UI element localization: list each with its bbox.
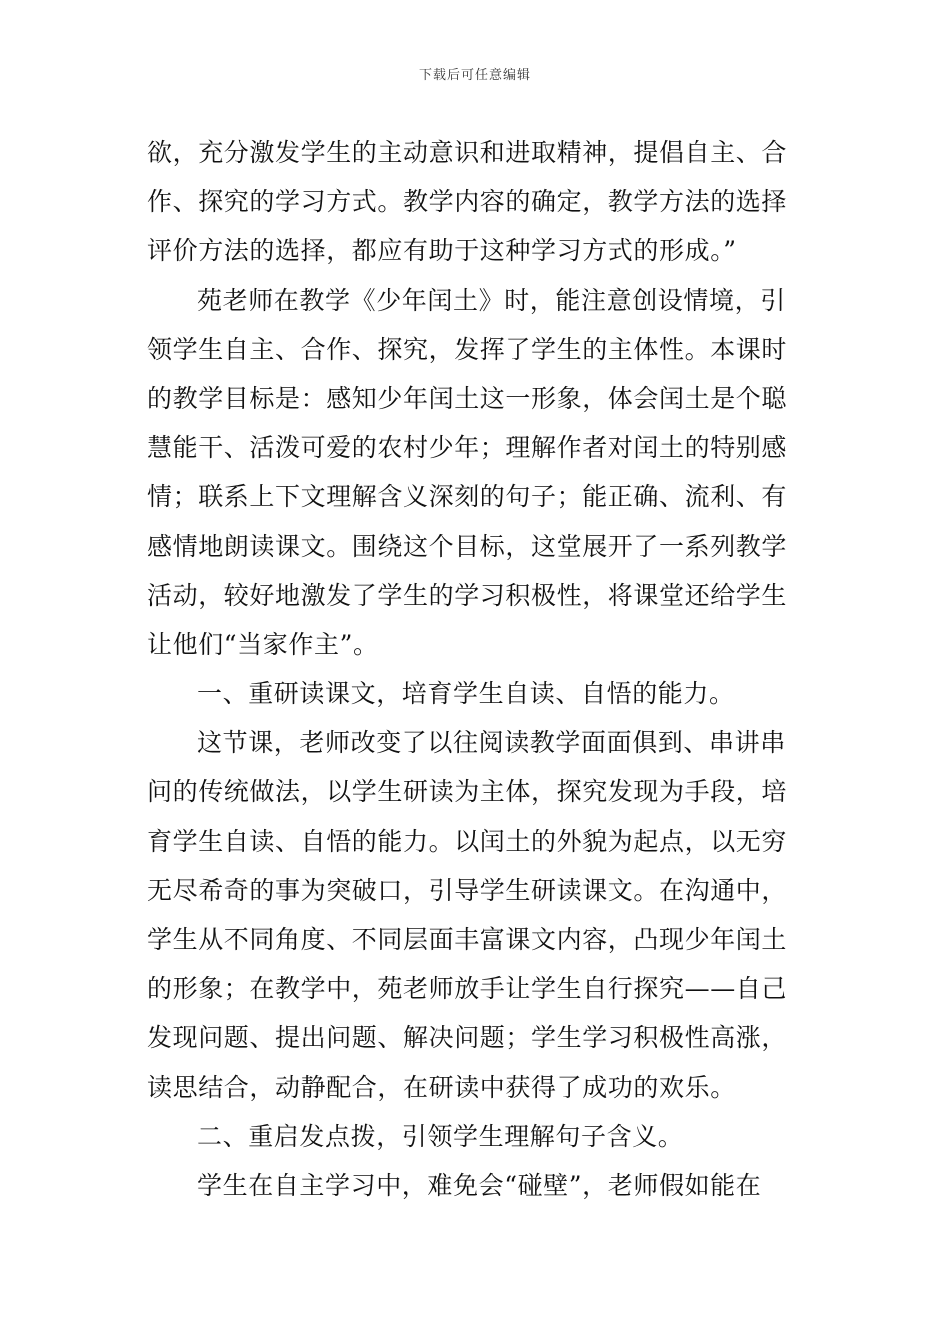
text-line: 发现问题、提出问题、解决问题；学生学习积极性高涨， <box>147 1023 788 1053</box>
section-heading-1: 一、重研读课文，培育学生自读、自悟的能力。 <box>197 679 735 709</box>
text-line: 慧能干、活泼可爱的农村少年；理解作者对闰土的特别感 <box>147 433 788 463</box>
text-line: 情；联系上下文理解含义深刻的句子；能正确、流利、有 <box>147 482 788 512</box>
paragraph-start-line: 这节课，老师改变了以往阅读教学面面俱到、串讲串 <box>197 728 786 758</box>
text-line: 评价方法的选择，都应有助于这种学习方式的形成。” <box>147 236 737 266</box>
text-line: 的教学目标是：感知少年闰土这一形象，体会闰土是个聪 <box>147 383 788 413</box>
text-line: 的形象；在教学中，苑老师放手让学生自行探究——自己 <box>147 974 788 1004</box>
text-line: 领学生自主、合作、探究，发挥了学生的主体性。本课时 <box>147 334 788 364</box>
text-line: 无尽希奇的事为突破口，引导学生研读课文。在沟通中， <box>147 875 788 905</box>
document-body <box>147 128 807 1210</box>
page-header: 下载后可任意编辑 <box>418 68 531 83</box>
text-line: 学生从不同角度、不同层面丰富课文内容，凸现少年闰土 <box>147 925 788 954</box>
text-line: 让他们“当家作主”。 <box>147 629 379 659</box>
paragraph-start-line: 苑老师在教学《少年闰土》时，能注意创设情境，引 <box>197 285 786 315</box>
text-line: 活动，较好地激发了学生的学习积极性，将课堂还给学生 <box>147 580 788 610</box>
text-line: 作、探究的学习方式。教学内容的确定，教学方法的选择 <box>147 187 788 217</box>
text-line: 感情地朗读课文。围绕这个目标，这堂展开了一系列教学 <box>147 531 788 561</box>
text-line: 欲，充分激发学生的主动意识和进取精神，提倡自主、合 <box>147 138 788 167</box>
text-line: 问的传统做法，以学生研读为主体，探究发现为手段，培 <box>147 777 788 807</box>
section-heading-2: 二、重启发点拨，引领学生理解句子含义。 <box>197 1121 684 1151</box>
text-line: 读思结合，动静配合，在研读中获得了成功的欢乐。 <box>147 1072 736 1102</box>
paragraph-start-line: 学生在自主学习中，难免会“碰壁”，老师假如能在 <box>197 1170 762 1200</box>
text-line: 育学生自读、自悟的能力。以闰土的外貌为起点，以无穷 <box>147 826 788 856</box>
